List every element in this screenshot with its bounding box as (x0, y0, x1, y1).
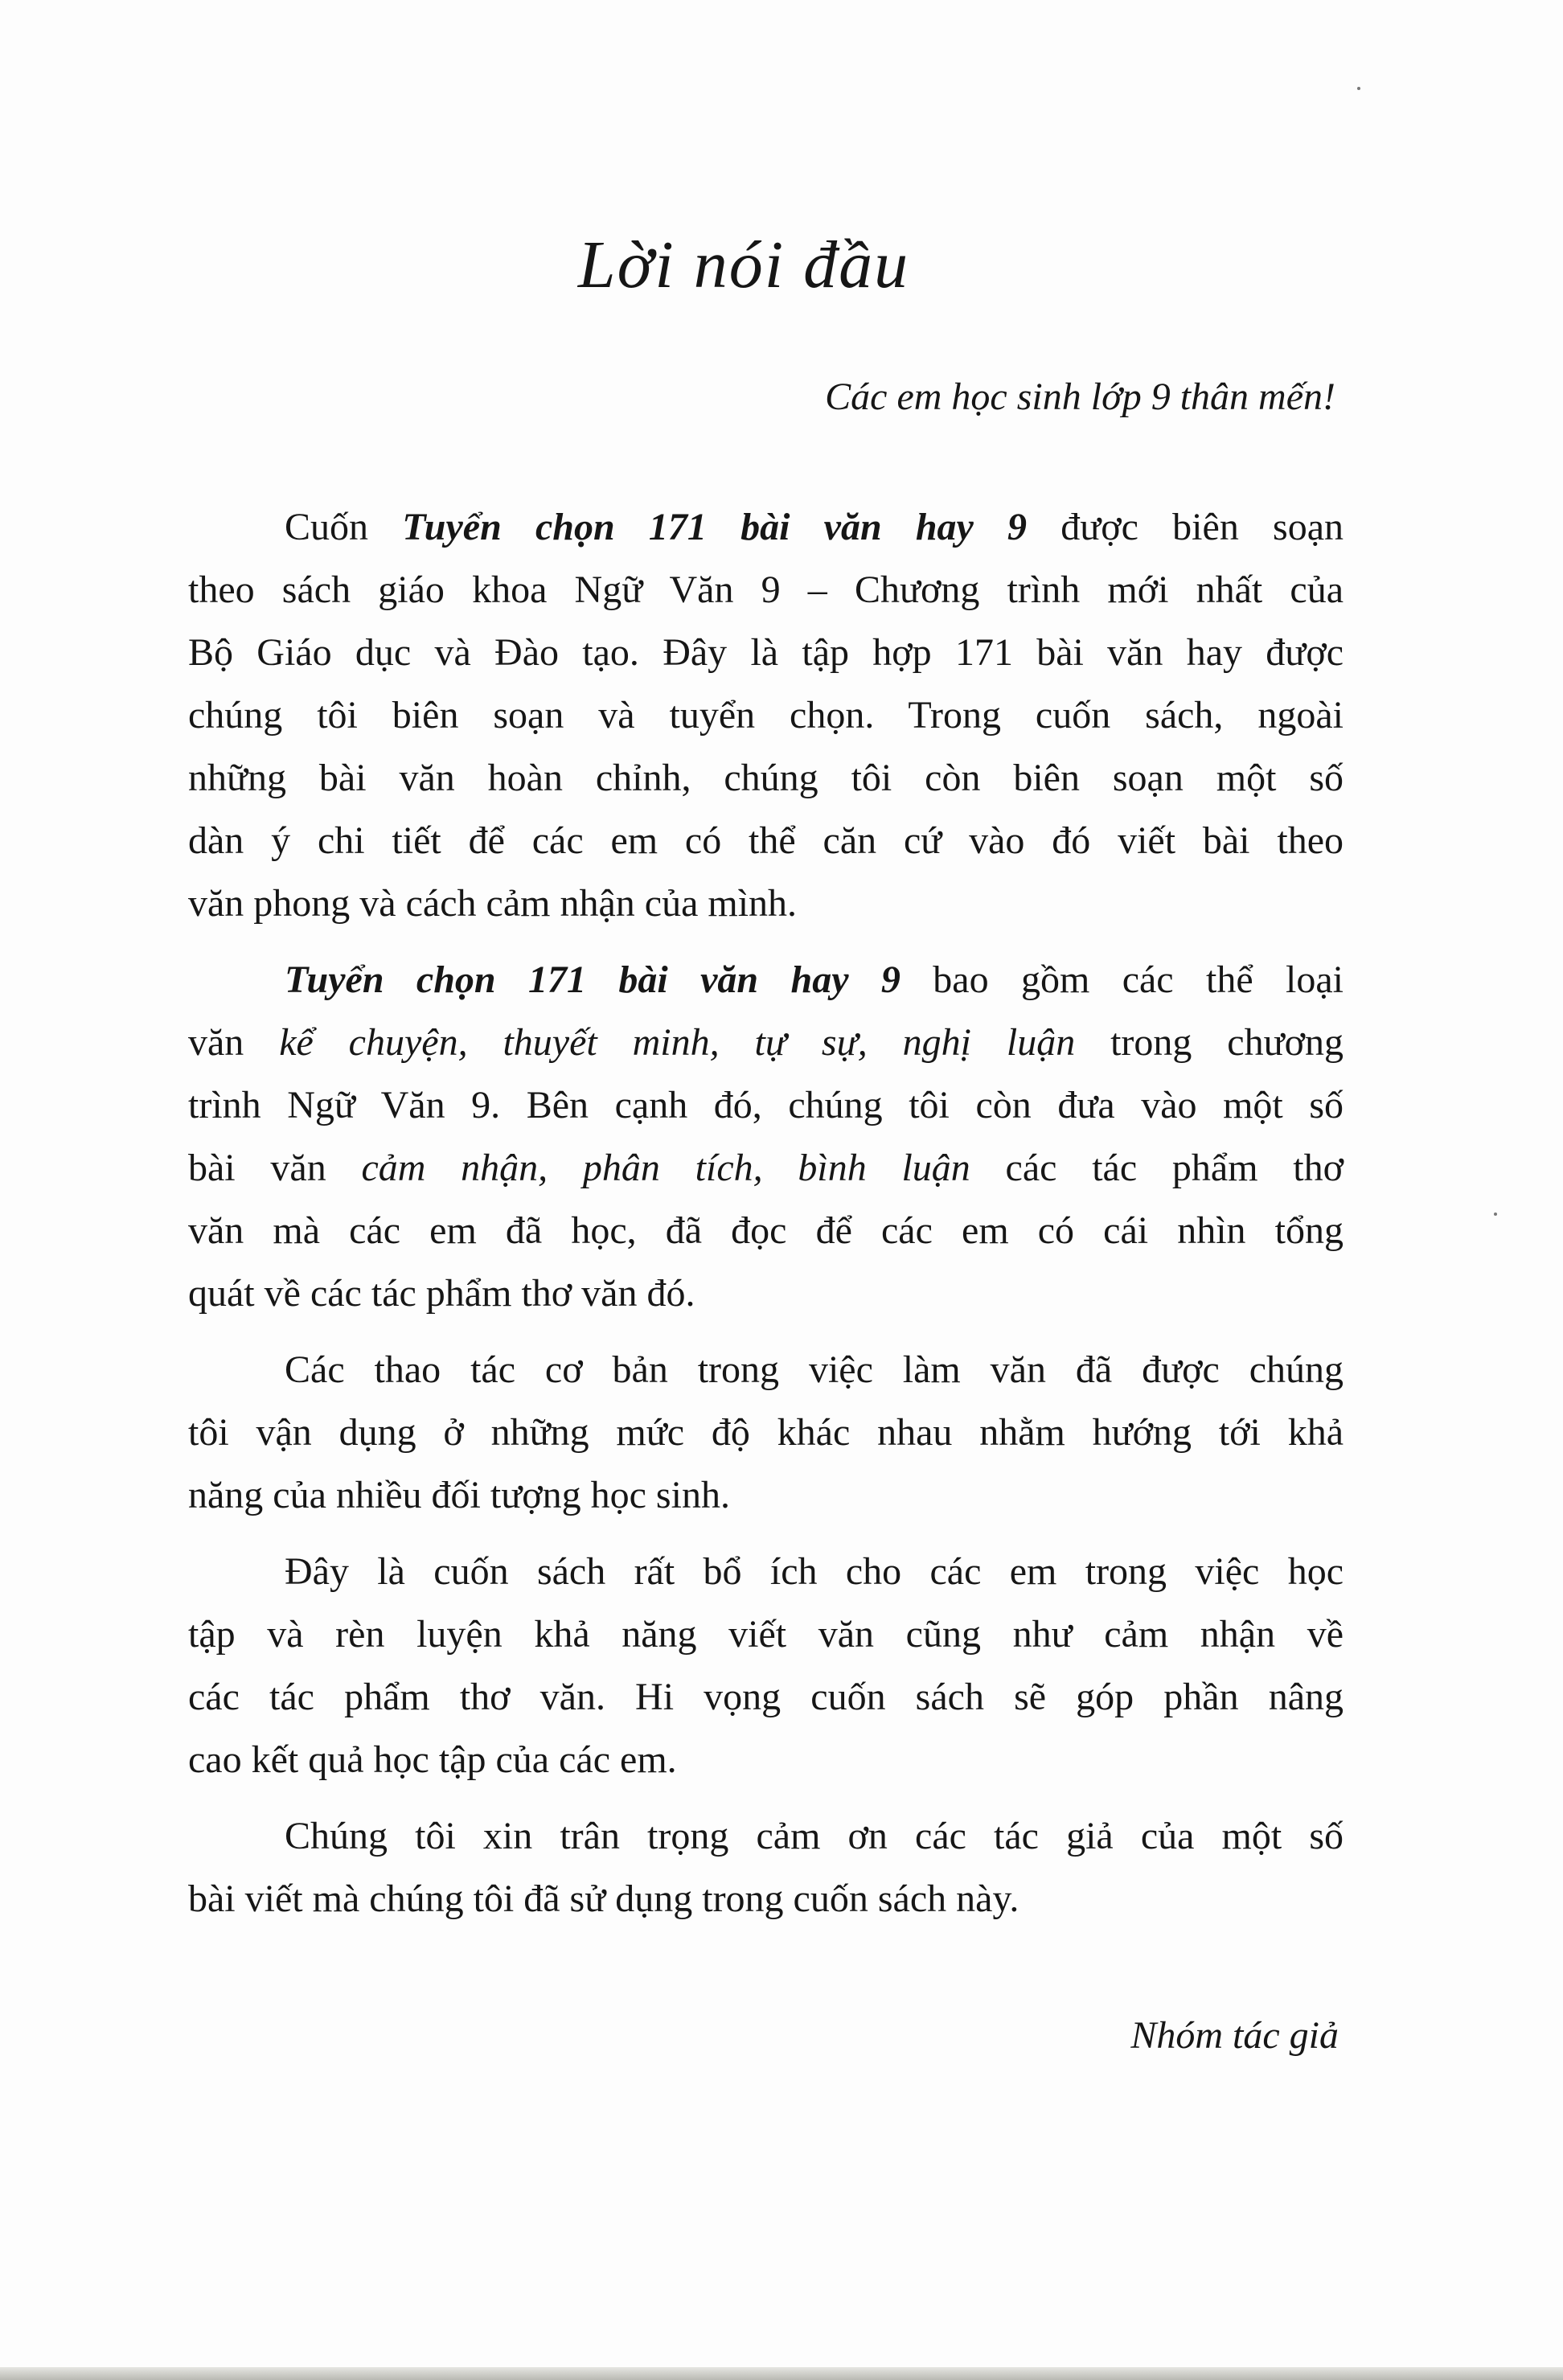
scan-speck (1357, 87, 1360, 90)
text-line (188, 1339, 1344, 1401)
text-line (188, 1200, 1344, 1262)
text-run: được biên soạn (1027, 506, 1344, 548)
text-run: năng của nhiều đối tượng học sinh. (188, 1474, 730, 1516)
text-line (188, 684, 1344, 747)
text-line (188, 1012, 1344, 1074)
text-line (188, 622, 1344, 684)
text-line (188, 1666, 1344, 1729)
text-line (188, 496, 1344, 559)
paragraph (188, 949, 1344, 1325)
text-run: quát về các tác phẩm thơ văn đó. (188, 1272, 695, 1315)
text-run: tập và rèn luyện khả năng viết văn cũng như cảm nhận về (188, 1613, 1344, 1656)
text-run: chúng tôi biên soạn và tuyển chọn. Trong cuốn sách, ngoài (188, 694, 1344, 737)
text-line (188, 1464, 1344, 1527)
text-run: theo sách giáo khoa Ngữ Văn 9 – Chương trình mới nhất của (188, 568, 1344, 611)
text-run: văn phong và cách cảm nhận của mình. (188, 882, 798, 925)
text-run: các tác phẩm thơ văn. Hi vọng cuốn sách sẽ góp phần nâng (188, 1676, 1344, 1718)
page-title: Lời nói đầu (577, 228, 910, 302)
text-run: bao gồm các thể loại (900, 958, 1344, 1001)
text-line (188, 810, 1344, 872)
paragraph (188, 1805, 1344, 1931)
text-line (188, 559, 1344, 622)
text-line (188, 1541, 1344, 1603)
scan-speck (1494, 1213, 1497, 1216)
paragraph (188, 1541, 1344, 1791)
text-run: cao kết quả học tập của các em. (188, 1738, 677, 1781)
salutation: Các em học sinh lớp 9 thân mến! (825, 375, 1335, 418)
text-line (188, 872, 1344, 935)
text-line (188, 1805, 1344, 1868)
preface-body (188, 496, 1344, 1944)
emphasis-text: kể chuyện, thuyết minh, tự sự, nghị luận (279, 1021, 1076, 1064)
text-run: tôi vận dụng ở những mức độ khác nhau nhằm hướng tới khả (188, 1411, 1344, 1454)
text-run: trong chương (1075, 1021, 1344, 1064)
text-line (188, 1074, 1344, 1137)
emphasis-text: cảm nhận, phân tích, bình luận (361, 1147, 970, 1189)
text-run: những bài văn hoàn chỉnh, chúng tôi còn biên soạn một số (188, 757, 1344, 799)
signature: Nhóm tác giả (1130, 2014, 1339, 2057)
text-run: dàn ý chi tiết để các em có thể căn cứ vào đó viết bài theo (188, 819, 1344, 862)
text-line (188, 1137, 1344, 1200)
text-line (188, 1262, 1344, 1325)
book-title-text: Tuyển chọn 171 bài văn hay 9 (285, 958, 900, 1001)
text-line (188, 1401, 1344, 1464)
text-run: Các thao tác cơ bản trong việc làm văn đã được chúng (285, 1348, 1344, 1391)
text-run: Bộ Giáo dục và Đào tạo. Đây là tập hợp 171 bài văn hay được (188, 631, 1344, 674)
paragraph (188, 1339, 1344, 1527)
text-line (188, 1729, 1344, 1791)
text-run: các tác phẩm thơ (970, 1147, 1344, 1189)
text-run: Chúng tôi xin trân trọng cảm ơn các tác giả của một số (285, 1815, 1344, 1857)
text-run: bài viết mà chúng tôi đã sử dụng trong cuốn sách này. (188, 1877, 1019, 1920)
text-line (188, 1868, 1344, 1931)
book-title-text: Tuyển chọn 171 bài văn hay 9 (402, 506, 1028, 548)
paragraph (188, 496, 1344, 935)
text-run: văn mà các em đã học, đã đọc để các em có cái nhìn tổng (188, 1209, 1344, 1252)
text-run: bài văn (188, 1147, 362, 1189)
scan-edge (0, 2367, 1563, 2380)
text-run: văn (188, 1021, 280, 1064)
text-run: trình Ngữ Văn 9. Bên cạnh đó, chúng tôi còn đưa vào một số (188, 1084, 1344, 1126)
text-line (188, 747, 1344, 810)
text-run: Đây là cuốn sách rất bổ ích cho các em trong việc học (285, 1550, 1344, 1593)
text-run: Cuốn (285, 506, 403, 548)
text-line (188, 949, 1344, 1012)
text-line (188, 1603, 1344, 1666)
